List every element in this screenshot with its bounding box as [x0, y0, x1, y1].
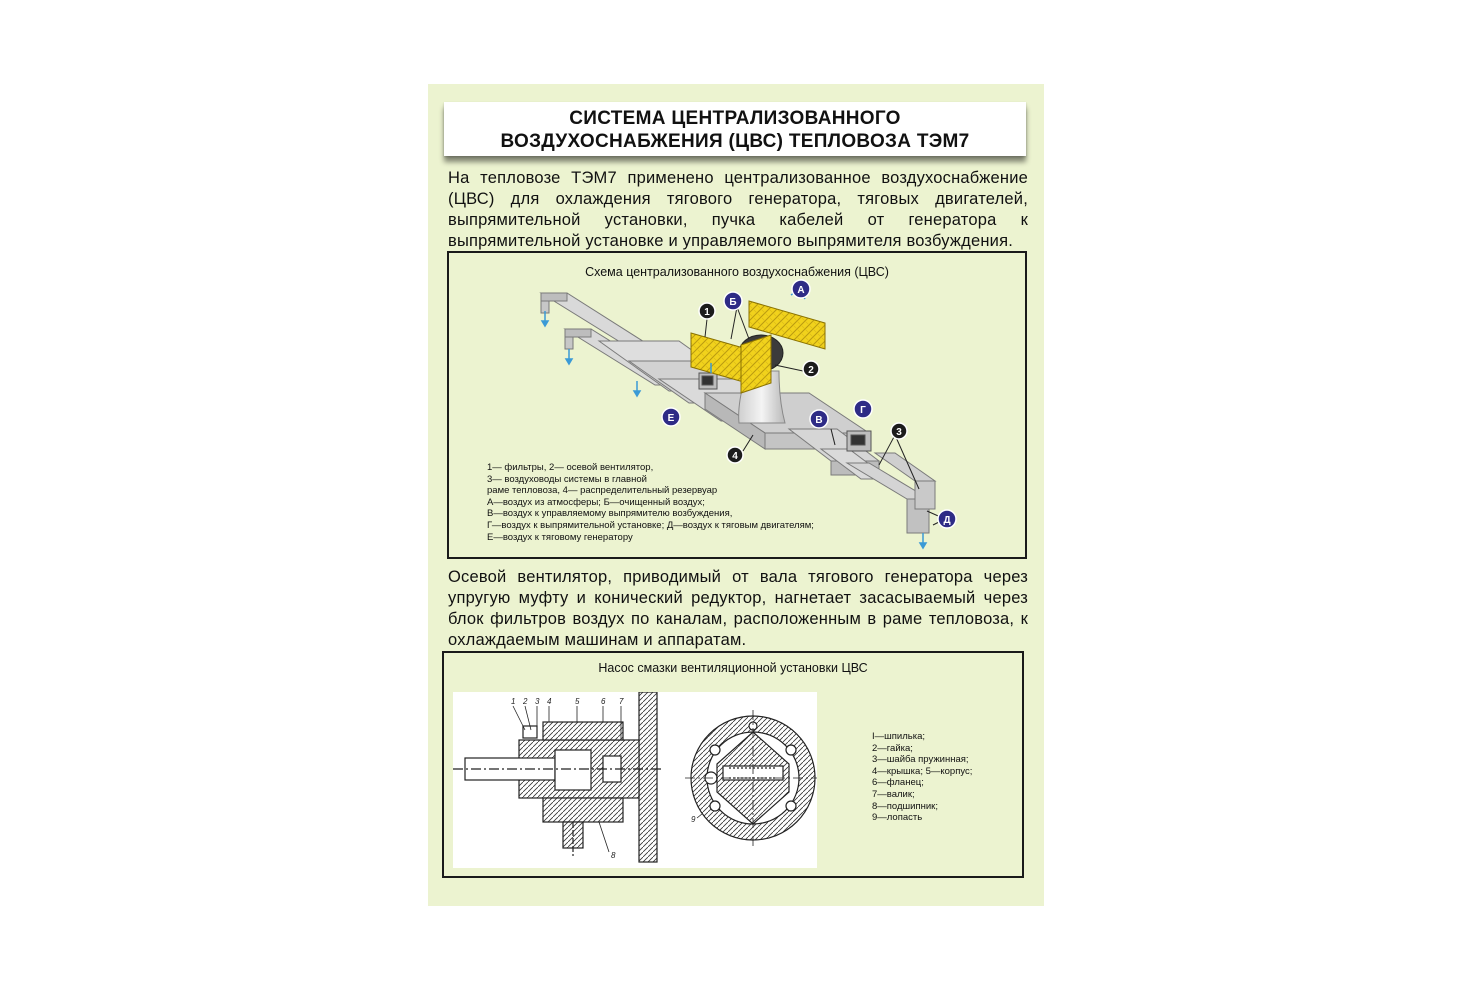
scheme-frame	[447, 251, 1027, 559]
marker-D	[938, 510, 956, 528]
description-paragraph: Осевой вентилятор, приводимый от вала тягового генератора через упругую муфту и конический редуктор, нагнетает засасываемый через блок фильтров воздух по каналам, расположенным в раме тепловоза, к охлаждаемым машинам и аппаратам.	[448, 568, 1028, 649]
part-number: 7	[619, 697, 624, 706]
marker-2	[803, 361, 819, 377]
part-number: 4	[547, 697, 552, 706]
scheme-legend	[487, 462, 814, 543]
pump-legend-line: 8—подшипник;	[872, 800, 938, 812]
marker-4	[727, 447, 743, 463]
svg-text:Б: Б	[729, 297, 737, 308]
svg-text:1: 1	[704, 307, 710, 318]
scheme-legend-line: Е—воздух к тяговому генератору	[487, 531, 633, 543]
part-number: 8	[611, 851, 616, 860]
svg-text:3: 3	[896, 427, 902, 438]
pump-legend-line: 2—гайка;	[872, 742, 913, 754]
part-number: 9	[691, 815, 696, 824]
scheme-caption: Схема централизованного воздухоснабжения (ЦВС)	[585, 265, 889, 279]
marker-1	[699, 303, 715, 319]
svg-text:В: В	[815, 415, 823, 426]
part-number: 1	[511, 697, 516, 706]
scheme-legend-line: раме тепловоза, 4— распределительный резервуар	[487, 485, 718, 497]
marker-V	[810, 410, 828, 428]
marker-G	[854, 400, 872, 418]
part-number: 3	[535, 697, 540, 706]
marker-B	[724, 292, 742, 310]
svg-text:4: 4	[732, 451, 738, 462]
marker-E	[662, 408, 680, 426]
pump-legend-line: 9—лопасть	[872, 812, 923, 824]
svg-text:Г: Г	[860, 405, 866, 416]
scheme-legend-line: Г—воздух к выпрямительной установке; Д—воздух к тяговым двигателям;	[487, 519, 814, 531]
svg-text:Д: Д	[943, 515, 951, 526]
title-line-2: ВОЗДУХОСНАБЖЕНИЯ (ЦВС) ТЕПЛОВОЗА ТЭМ7	[500, 131, 970, 152]
scheme-legend-line: А—воздух из атмосферы; Б—очищенный воздух;	[487, 496, 705, 508]
pump-legend-line: 6—фланец;	[872, 777, 924, 789]
intro-paragraph: На тепловозе ТЭМ7 применено централизованное воздухоснабжение (ЦВС) для охлаждения тягового генератора, тяговых двигателей, выпрямительной установки, пучка кабелей от генератора к выпрямительной установке и управляемого выпрямителя возбуждения.	[448, 169, 1028, 250]
svg-text:А: А	[797, 285, 805, 296]
pump-front-view	[685, 710, 817, 846]
part-number: 2	[523, 697, 528, 706]
poster	[428, 84, 1044, 906]
pump-legend-line: 4—крышка; 5—корпус;	[872, 765, 973, 777]
title-line-1: СИСТЕМА ЦЕНТРАЛИЗОВАННОГО	[569, 108, 901, 129]
scheme-legend-line: В—воздух к управляемому выпрямителю возбуждения,	[487, 508, 733, 520]
pump-legend	[872, 731, 972, 824]
marker-3	[891, 423, 907, 439]
scheme-legend-line: 3— воздуховоды системы в главной	[487, 473, 647, 485]
pump-legend-line: 7—валик;	[872, 788, 915, 800]
pump-legend-line: 3—шайба пружинная;	[872, 754, 969, 766]
pump-section-view	[453, 692, 663, 862]
pump-legend-line: I—шпилька;	[872, 731, 925, 742]
pump-drawing	[453, 692, 817, 868]
part-number: 5	[575, 697, 580, 706]
marker-A	[792, 280, 810, 298]
pump-technical-drawing	[453, 692, 817, 868]
pump-caption: Насос смазки вентиляционной установки ЦВС	[598, 661, 868, 675]
scheme-legend-line: 1— фильтры, 2— осевой вентилятор,	[487, 462, 654, 473]
part-number: 6	[601, 697, 606, 706]
svg-text:2: 2	[808, 365, 814, 376]
pump-frame	[442, 651, 1024, 878]
svg-text:Е: Е	[667, 413, 675, 424]
title-box	[444, 102, 1026, 156]
